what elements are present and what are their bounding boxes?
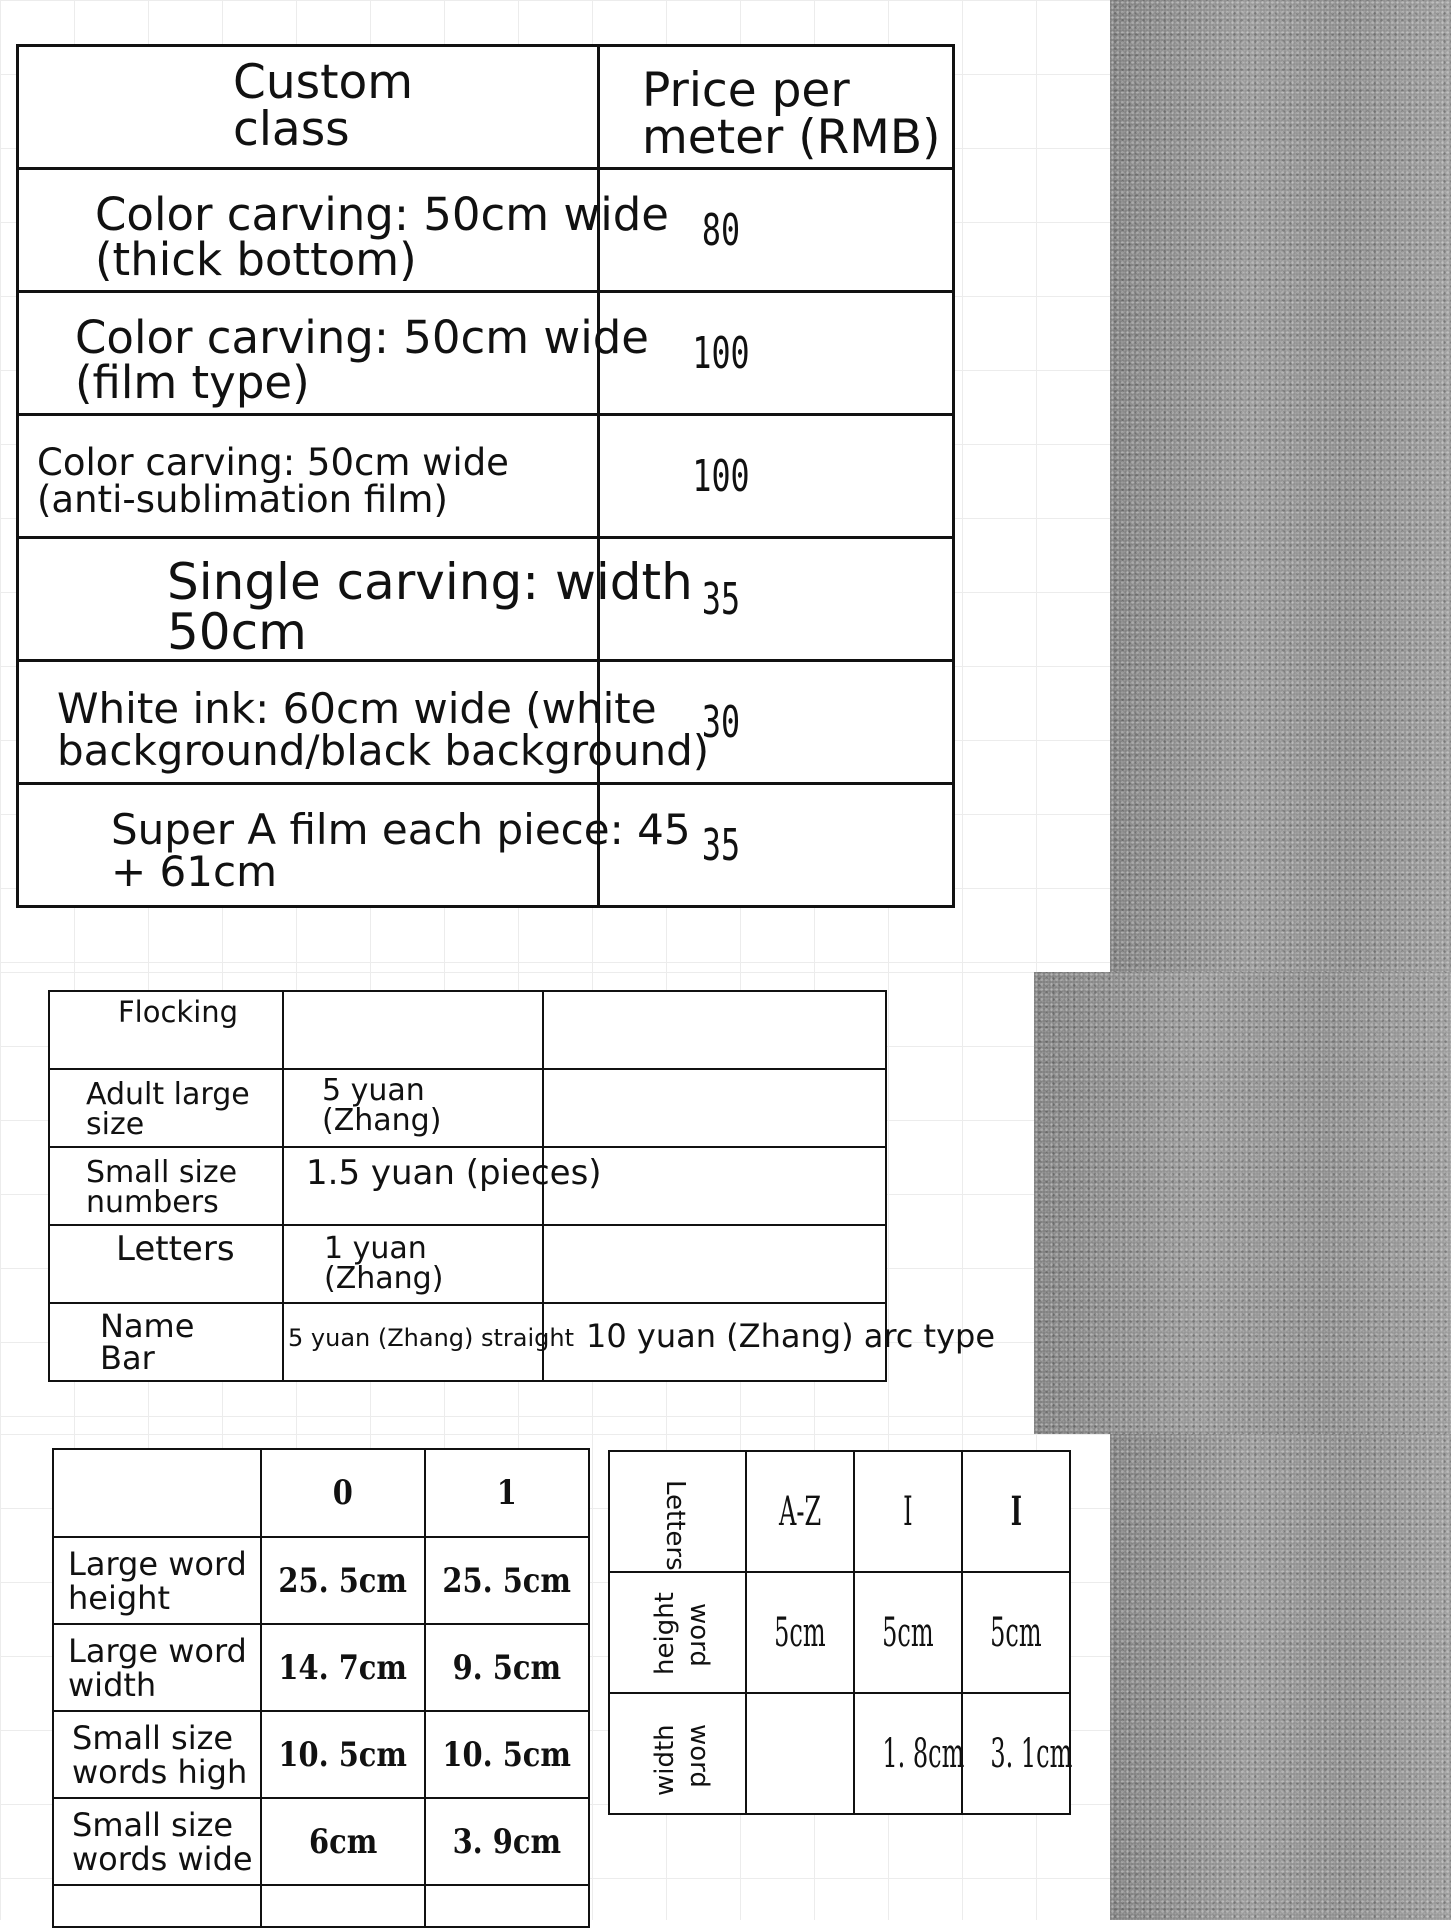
row-value: 5cm — [990, 1609, 1042, 1656]
header-letters: Letters — [660, 1480, 690, 1571]
empty-cell — [543, 991, 886, 1069]
table-row — [18, 169, 954, 292]
row-price: 100 — [692, 327, 750, 379]
table-row — [53, 1537, 589, 1624]
row-label-cell — [49, 1069, 283, 1147]
table-row — [49, 1303, 886, 1381]
header-custom-class: Custom class — [233, 55, 414, 157]
row-value: 5cm — [774, 1609, 826, 1656]
header-digit-0: 0 — [332, 1473, 354, 1513]
row-label-cell — [18, 538, 693, 661]
header-letter-cell — [962, 1451, 1070, 1572]
row-value: 6cm — [308, 1821, 378, 1862]
row-value: 10. 5cm — [442, 1734, 572, 1775]
header-price-per-meter: Price per meter (RMB) — [642, 63, 941, 165]
row-label: Letters — [116, 1229, 235, 1269]
row-value: 3. 1cm — [990, 1730, 1073, 1777]
row-value-cell — [261, 1885, 425, 1927]
row-value: 5 yuan (Zhang) straight — [288, 1324, 575, 1352]
row-value-cell — [283, 1069, 543, 1147]
row-label: Small size numbers — [86, 1155, 238, 1220]
row-value: 25. 5cm — [442, 1560, 572, 1601]
row-label-cell — [609, 1572, 746, 1693]
flocking-title-cell — [49, 991, 283, 1069]
row-label-cell — [53, 1537, 261, 1624]
row-value-cell — [261, 1711, 425, 1798]
row-label-cell — [53, 1624, 261, 1711]
row-value: 9. 5cm — [452, 1647, 562, 1688]
row-label: Super A film each piece: 45 + 61cm — [111, 805, 691, 896]
row-value-cell — [261, 1624, 425, 1711]
row-value: 5 yuan (Zhang) — [322, 1073, 442, 1138]
row-label-cell — [53, 1798, 261, 1885]
row-extra-cell — [543, 1225, 886, 1303]
table-row — [18, 661, 954, 784]
row-label: Small size words high — [72, 1719, 248, 1791]
header-letter-cell — [746, 1451, 854, 1572]
row-value: 25. 5cm — [278, 1560, 408, 1601]
header-empty-cell — [53, 1449, 261, 1537]
row-label: Single carving: width 50cm — [167, 553, 693, 661]
row-extra: 10 yuan (Zhang) arc type — [586, 1317, 996, 1355]
row-value-cell — [962, 1572, 1070, 1693]
table-row — [53, 1885, 589, 1927]
header-a-z: A-Z — [778, 1488, 822, 1535]
digit-size-table — [52, 1448, 590, 1928]
row-price: 80 — [701, 204, 741, 256]
header-digit-cell — [425, 1449, 589, 1537]
table-row — [18, 538, 954, 661]
table-row — [53, 1711, 589, 1798]
row-value: 3. 9cm — [452, 1821, 562, 1862]
row-value-cell — [962, 1693, 1073, 1814]
row-label-cell — [49, 1303, 283, 1381]
row-label: White ink: 60cm wide (white background/black background) — [57, 684, 710, 775]
table-row — [18, 46, 954, 169]
row-extra-cell — [543, 1303, 996, 1381]
table-row — [18, 415, 954, 538]
row-price: 100 — [692, 450, 750, 502]
header-i-thin: I — [903, 1488, 913, 1535]
row-price-cell — [599, 415, 954, 538]
row-value: 1 yuan (Zhang) — [324, 1231, 444, 1296]
row-value-cell — [261, 1798, 425, 1885]
row-value-cell — [283, 1147, 602, 1225]
row-value: 10. 5cm — [278, 1734, 408, 1775]
row-label: Color carving: 50cm wide (anti-sublimation film) — [37, 441, 509, 521]
row-label-cell — [49, 1225, 283, 1303]
row-value: 14. 7cm — [278, 1647, 408, 1688]
row-value: 5cm — [882, 1609, 934, 1656]
row-value-cell — [425, 1885, 589, 1927]
empty-cell — [283, 991, 543, 1069]
row-extra-cell — [543, 1069, 886, 1147]
row-value-cell — [283, 1225, 543, 1303]
flocking-table — [48, 990, 996, 1382]
row-label: Color carving: 50cm wide (film type) — [75, 311, 649, 409]
row-price: 35 — [701, 819, 741, 871]
flocking-title: Flocking — [118, 995, 239, 1029]
gray-texture-bottom — [1110, 1434, 1451, 1920]
table-row — [53, 1624, 589, 1711]
row-value-cell — [283, 1303, 575, 1381]
row-label-height: height — [650, 1592, 680, 1675]
row-label: Adult large size — [86, 1077, 250, 1142]
row-label: Large word height — [68, 1545, 247, 1617]
table-row — [49, 991, 886, 1069]
table-row — [18, 784, 954, 907]
table-row — [49, 1069, 886, 1147]
table-row — [18, 292, 954, 415]
row-label-width: width — [650, 1724, 680, 1796]
row-value-cell — [425, 1537, 589, 1624]
header-letters-cell — [609, 1451, 746, 1572]
row-value: 1. 8cm — [882, 1730, 965, 1777]
table-row — [609, 1693, 1070, 1814]
row-label: Name Bar — [100, 1307, 195, 1377]
row-label-cell — [18, 169, 669, 292]
row-value-cell — [425, 1798, 589, 1885]
letter-size-table — [608, 1450, 1071, 1815]
table-row — [49, 1147, 886, 1225]
table-row — [609, 1572, 1070, 1693]
header-letter-cell — [854, 1451, 962, 1572]
row-value-cell — [854, 1572, 962, 1693]
pricing-table — [16, 44, 955, 908]
row-label-cell — [609, 1693, 746, 1814]
header-price-cell — [599, 46, 954, 169]
row-value-cell — [425, 1624, 589, 1711]
row-label-word: word — [684, 1724, 714, 1788]
header-digit-cell — [261, 1449, 425, 1537]
row-value-cell — [425, 1711, 589, 1798]
header-custom-class-cell — [18, 46, 599, 169]
row-label-cell — [18, 661, 710, 784]
row-label: Small size words wide — [72, 1806, 253, 1878]
gray-texture-middle — [1034, 972, 1451, 1434]
row-value-cell — [261, 1537, 425, 1624]
row-label: Large word width — [68, 1632, 247, 1704]
table-row — [53, 1798, 589, 1885]
table-row — [49, 1225, 886, 1303]
row-value-cell — [854, 1693, 965, 1814]
row-label-cell — [53, 1711, 261, 1798]
header-digit-1: 1 — [496, 1473, 518, 1513]
row-value-cell — [746, 1693, 854, 1814]
row-value: 1.5 yuan (pieces) — [306, 1153, 602, 1193]
table-row — [53, 1449, 589, 1537]
row-price: 35 — [701, 573, 741, 625]
table-row — [609, 1451, 1070, 1572]
header-i-bold: I — [1010, 1488, 1022, 1535]
row-label: Color carving: 50cm wide (thick bottom) — [95, 188, 669, 286]
row-label-cell — [18, 292, 649, 415]
row-label-cell — [53, 1885, 261, 1927]
row-value-cell — [746, 1572, 854, 1693]
row-label-cell — [18, 415, 599, 538]
row-label-word: word — [684, 1603, 714, 1667]
row-price: 30 — [701, 696, 741, 748]
gray-texture-top — [1110, 0, 1451, 972]
row-label-cell — [18, 784, 691, 907]
row-label-cell — [49, 1147, 283, 1225]
